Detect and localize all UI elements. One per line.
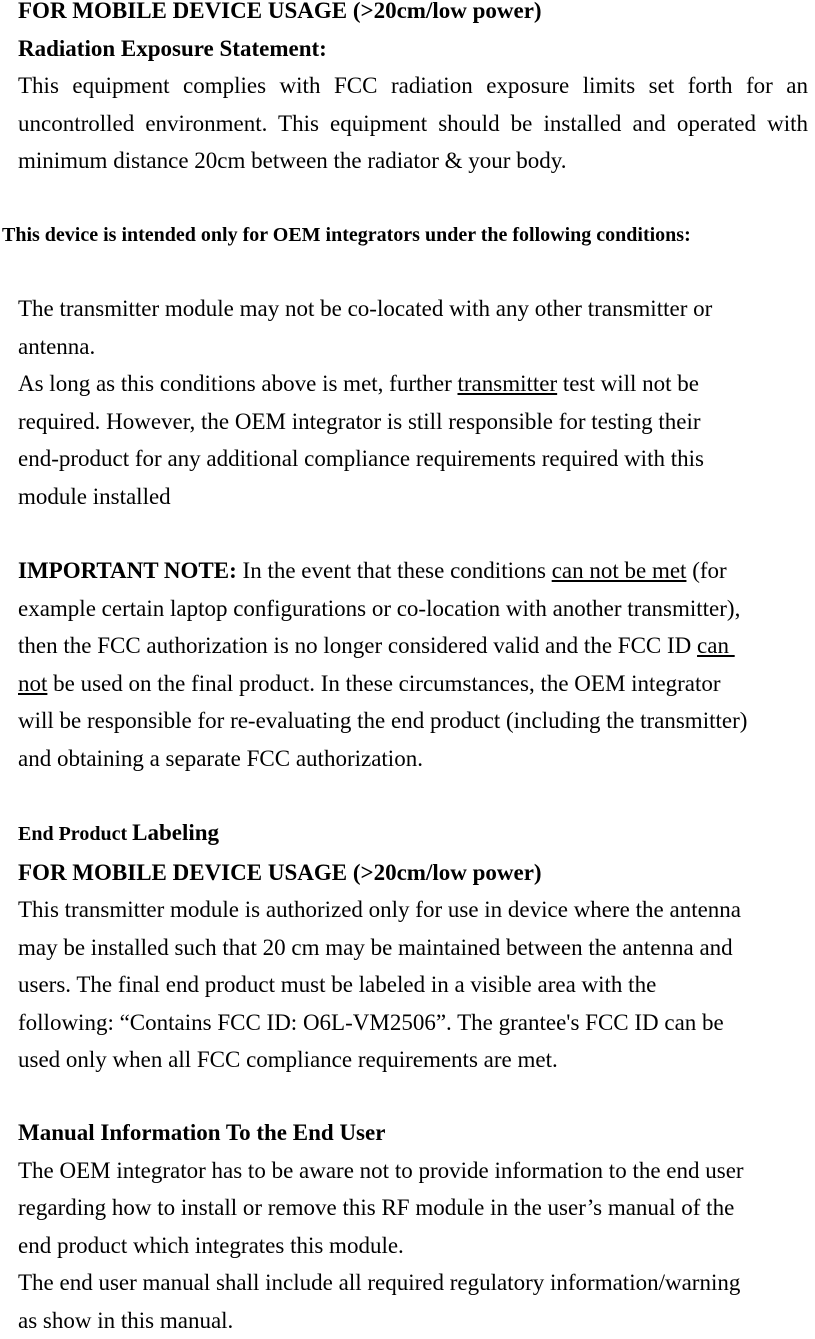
labeling-section	[18, 814, 813, 1079]
important-text: In the event that these conditions	[237, 558, 552, 583]
important-text: be used on the final product. In these circumstances, the OEM integrator	[47, 671, 720, 696]
conditions-section	[18, 290, 813, 515]
condition-line: end-product for any additional compliance requirements required with this	[18, 440, 813, 478]
radiation-exposure-heading: Radiation Exposure Statement:	[18, 30, 813, 68]
manual-line: The OEM integrator has to be aware not to provide information to the end user	[18, 1152, 813, 1190]
labeling-heading-large: Labeling	[132, 820, 219, 845]
important-text: then the FCC authorization is no longer considered valid and the FCC ID	[18, 633, 697, 658]
top-section	[18, 0, 813, 180]
important-line: and obtaining a separate FCC authorization.	[18, 740, 813, 778]
condition-text: test will not be	[557, 371, 699, 396]
important-line: example certain laptop configurations or co-location with another transmitter),	[18, 590, 813, 628]
important-label: IMPORTANT NOTE:	[18, 558, 237, 583]
labeling-subheading: FOR MOBILE DEVICE USAGE (>20cm/low power)	[18, 854, 813, 892]
manual-line: as show in this manual.	[18, 1302, 813, 1339]
important-line	[18, 627, 813, 665]
manual-line: end product which integrates this module.	[18, 1227, 813, 1265]
not-underlined: not	[18, 671, 47, 696]
labeling-line: This transmitter module is authorized only for use in device where the antenna	[18, 891, 813, 929]
condition-line	[18, 365, 813, 403]
condition-line: antenna.	[18, 328, 813, 366]
labeling-heading-small: End Product	[18, 823, 132, 845]
can-underlined: can	[697, 633, 735, 658]
manual-line: regarding how to install or remove this RF module in the user’s manual of the	[18, 1189, 813, 1227]
important-text: (for	[686, 558, 726, 583]
manual-line: The end user manual shall include all required regulatory information/warning	[18, 1264, 813, 1302]
important-note-section	[18, 552, 813, 777]
mobile-usage-heading: FOR MOBILE DEVICE USAGE (>20cm/low power)	[18, 0, 813, 30]
manual-section	[18, 1114, 813, 1339]
labeling-line: users. The final end product must be labeled in a visible area with the	[18, 966, 813, 1004]
labeling-heading	[18, 814, 813, 854]
condition-line: required. However, the OEM integrator is still responsible for testing their	[18, 403, 813, 441]
important-line	[18, 552, 813, 590]
important-line: will be responsible for re-evaluating the end product (including the transmitter)	[18, 702, 813, 740]
oem-conditions-heading: This device is intended only for OEM integrators under the following conditions:	[2, 221, 691, 249]
condition-line: module installed	[18, 478, 813, 516]
labeling-line: used only when all FCC compliance requirements are met.	[18, 1041, 813, 1079]
condition-text: As long as this conditions above is met, further	[18, 371, 458, 396]
important-line	[18, 665, 813, 703]
labeling-line: following: “Contains FCC ID: O6L-VM2506”. The grantee's FCC ID can be	[18, 1004, 813, 1042]
manual-heading: Manual Information To the End User	[18, 1114, 813, 1152]
radiation-exposure-body: This equipment complies with FCC radiation exposure limits set forth for an uncontrolled environment. This equipment should be installed and operated with minimum distance 20cm between the radiator & your body.	[18, 67, 808, 180]
transmitter-underlined: transmitter	[458, 371, 558, 396]
condition-line: The transmitter module may not be co-located with any other transmitter or	[18, 290, 813, 328]
labeling-line: may be installed such that 20 cm may be maintained between the antenna and	[18, 929, 813, 967]
can-not-be-met-underlined: can not be met	[552, 558, 687, 583]
